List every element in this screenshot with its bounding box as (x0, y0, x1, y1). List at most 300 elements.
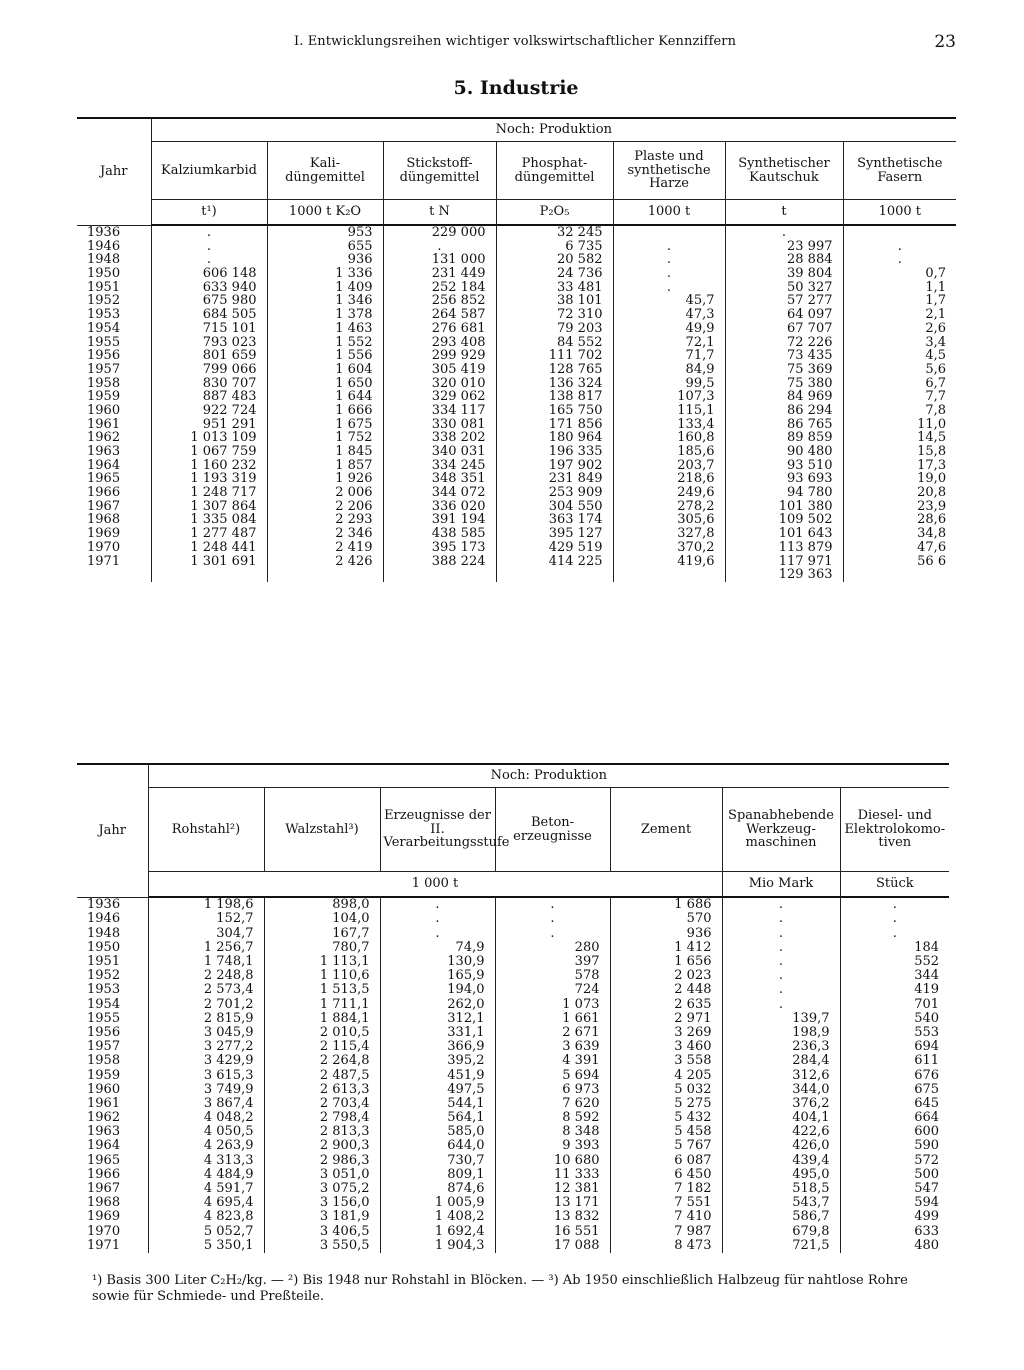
value-cell: . (725, 225, 843, 240)
year-cell: 1946 (87, 238, 121, 254)
industry-table-2 (77, 763, 949, 1253)
value-cell (496, 568, 613, 582)
value-cell: 8 473 (610, 1239, 722, 1253)
value-cell: 1 113,1 (264, 955, 380, 969)
value-cell: 93 693 (725, 472, 843, 486)
value-cell: 793 023 (151, 336, 267, 350)
value-cell: 395,2 (380, 1054, 495, 1068)
table-row (77, 322, 956, 336)
value-cell: 305 419 (383, 363, 496, 377)
value-cell: 830 707 (151, 377, 267, 391)
value-cell: 1 301 691 (151, 555, 267, 569)
value-cell: . (840, 926, 949, 940)
table-row (77, 1068, 949, 1082)
unit-header: t¹) (151, 200, 267, 226)
value-cell: 590 (840, 1139, 949, 1153)
table-row (77, 267, 956, 281)
table-row (77, 459, 956, 473)
value-cell: 330 081 (383, 418, 496, 432)
value-cell: 111 702 (496, 349, 613, 363)
table-row (77, 513, 956, 527)
value-cell: 7 620 (495, 1097, 610, 1111)
year-cell: 1956 (87, 348, 121, 364)
group-header: Noch: Produktion (151, 118, 956, 142)
value-cell: 72 310 (496, 308, 613, 322)
value-cell: 203,7 (613, 459, 725, 473)
year-cell: 1958 (87, 375, 121, 391)
value-cell: 67 707 (725, 322, 843, 336)
value-cell (151, 568, 267, 582)
value-cell: 344 (840, 969, 949, 983)
value-cell: 7,8 (843, 404, 956, 418)
value-cell: 23,9 (843, 500, 956, 514)
table-row (77, 225, 956, 240)
value-cell: 2 701,2 (148, 997, 264, 1011)
unit-mio-mark: Mio Mark (722, 872, 840, 898)
value-cell: 1 110,6 (264, 969, 380, 983)
value-cell: 278,2 (613, 500, 725, 514)
table-row (77, 1196, 949, 1210)
value-cell: 2 264,8 (264, 1054, 380, 1068)
value-cell: 11 333 (495, 1168, 610, 1182)
value-cell: 340 031 (383, 445, 496, 459)
value-cell: 218,6 (613, 472, 725, 486)
value-cell: 2 426 (267, 555, 383, 569)
value-cell: 724 (495, 983, 610, 997)
value-cell: 1 857 (267, 459, 383, 473)
value-cell: 2 023 (610, 969, 722, 983)
table-row (77, 1012, 949, 1026)
value-cell: 15,8 (843, 445, 956, 459)
value-cell: 1,1 (843, 281, 956, 295)
table-row (77, 431, 956, 445)
footnotes (92, 1273, 952, 1306)
value-cell: 14,5 (843, 431, 956, 445)
value-cell: 633 940 (151, 281, 267, 295)
value-cell: 0,7 (843, 267, 956, 281)
value-cell: 2 813,3 (264, 1125, 380, 1139)
value-cell: 7,7 (843, 390, 956, 404)
value-cell: 497,5 (380, 1082, 495, 1096)
value-cell: 11,0 (843, 418, 956, 432)
value-cell: 3 406,5 (264, 1224, 380, 1238)
value-cell: 72 226 (725, 336, 843, 350)
value-cell: 5 275 (610, 1097, 722, 1111)
value-cell: 3 181,9 (264, 1210, 380, 1224)
table-row (77, 240, 956, 254)
value-cell: . (151, 225, 267, 240)
value-cell: 10 680 (495, 1153, 610, 1167)
year-cell: 1956 (87, 1024, 121, 1040)
value-cell: 2 248,8 (148, 969, 264, 983)
value-cell: 1 644 (267, 390, 383, 404)
value-cell: 57 277 (725, 294, 843, 308)
column-header: Walzstahl³) (264, 788, 380, 872)
value-cell: 94 780 (725, 486, 843, 500)
value-cell: 552 (840, 955, 949, 969)
value-cell: 93 510 (725, 459, 843, 473)
value-cell: 676 (840, 1068, 949, 1082)
value-cell (383, 568, 496, 582)
value-cell: 8 592 (495, 1111, 610, 1125)
value-cell: 543,7 (722, 1196, 840, 1210)
year-cell: 1971 (87, 553, 121, 569)
value-cell: . (722, 997, 840, 1011)
value-cell: 1 193 319 (151, 472, 267, 486)
value-cell: 874,6 (380, 1182, 495, 1196)
value-cell: 72,1 (613, 336, 725, 350)
table-row (77, 969, 949, 983)
value-cell: 366,9 (380, 1040, 495, 1054)
value-cell: 438 585 (383, 527, 496, 541)
table-row (77, 472, 956, 486)
value-cell: 1 884,1 (264, 1012, 380, 1026)
value-cell: 5 052,7 (148, 1224, 264, 1238)
footnote-line-2: sowie für Schmiede- und Preßteile. (92, 1289, 325, 1305)
value-cell: 12 381 (495, 1182, 610, 1196)
page-number: 23 (934, 32, 956, 52)
value-cell: 39 804 (725, 267, 843, 281)
table-row (77, 294, 956, 308)
value-cell: 1 661 (495, 1012, 610, 1026)
value-cell: 101 380 (725, 500, 843, 514)
value-cell: 197 902 (496, 459, 613, 473)
value-cell: 33 481 (496, 281, 613, 295)
year-cell: 1968 (87, 512, 121, 528)
value-cell: 2 798,4 (264, 1111, 380, 1125)
value-cell: 75 369 (725, 363, 843, 377)
value-cell: 391 194 (383, 513, 496, 527)
value-cell: . (613, 267, 725, 281)
value-cell: 1 748,1 (148, 955, 264, 969)
table-row (77, 1097, 949, 1111)
value-cell: 64 097 (725, 308, 843, 322)
year-cell: 1969 (87, 1209, 121, 1225)
value-cell: 50 327 (725, 281, 843, 295)
value-cell: 104,0 (264, 912, 380, 926)
value-cell: 79 203 (496, 322, 613, 336)
year-header: Jahr (77, 118, 151, 225)
value-cell: 936 (267, 253, 383, 267)
year-cell: 1965 (87, 1152, 121, 1168)
year-cell: 1964 (87, 1138, 121, 1154)
table-row (77, 955, 949, 969)
value-cell: 570 (610, 912, 722, 926)
value-cell: 1 346 (267, 294, 383, 308)
value-cell: 429 519 (496, 541, 613, 555)
value-cell: 7 410 (610, 1210, 722, 1224)
value-cell: 2 487,5 (264, 1068, 380, 1082)
year-cell: 1960 (87, 402, 121, 418)
year-cell: 1959 (87, 389, 121, 405)
value-cell: . (151, 253, 267, 267)
column-header: Rohstahl²) (148, 788, 264, 872)
value-cell: . (380, 897, 495, 912)
value-cell: . (380, 926, 495, 940)
value-cell: 1 408,2 (380, 1210, 495, 1224)
value-cell: 1 513,5 (264, 983, 380, 997)
value-cell: 1 073 (495, 997, 610, 1011)
running-head-title: I. Entwicklungsreihen wichtiger volkswirtschaftlicher Kennziffern (294, 34, 737, 49)
value-cell: 90 480 (725, 445, 843, 459)
value-cell: 47,6 (843, 541, 956, 555)
table-row (77, 390, 956, 404)
value-cell: 5 032 (610, 1082, 722, 1096)
value-cell: 4 263,9 (148, 1139, 264, 1153)
value-cell: 284,4 (722, 1054, 840, 1068)
value-cell: 73 435 (725, 349, 843, 363)
value-cell: 4 050,5 (148, 1125, 264, 1139)
value-cell: 344 072 (383, 486, 496, 500)
value-cell: 2,1 (843, 308, 956, 322)
value-cell: 5 694 (495, 1068, 610, 1082)
year-cell: 1957 (87, 361, 121, 377)
value-cell: 1 198,6 (148, 897, 264, 912)
value-cell (613, 568, 725, 582)
value-cell: 6 735 (496, 240, 613, 254)
value-cell: 553 (840, 1026, 949, 1040)
value-cell: 74,9 (380, 941, 495, 955)
value-cell: 2 613,3 (264, 1082, 380, 1096)
value-cell: 679,8 (722, 1224, 840, 1238)
value-cell: 3 550,5 (264, 1239, 380, 1253)
value-cell: 17,3 (843, 459, 956, 473)
value-cell: 117 971 (725, 555, 843, 569)
value-cell: 1 904,3 (380, 1239, 495, 1253)
value-cell: 86 294 (725, 404, 843, 418)
year-cell: 1971 (87, 1237, 121, 1253)
value-cell: 675 (840, 1082, 949, 1096)
value-cell: 1 248 441 (151, 541, 267, 555)
value-cell: 1,7 (843, 294, 956, 308)
year-cell: 1961 (87, 416, 121, 432)
value-cell: 4 695,4 (148, 1196, 264, 1210)
value-cell (843, 568, 956, 582)
value-cell: 2 006 (267, 486, 383, 500)
value-cell: 1 160 232 (151, 459, 267, 473)
year-cell: 1965 (87, 471, 121, 487)
column-header: Spanabhebende Werkzeug-maschinen (722, 788, 840, 872)
value-cell: 47,3 (613, 308, 725, 322)
value-cell: 4,5 (843, 349, 956, 363)
year-cell: 1953 (87, 307, 121, 323)
value-cell: 495,0 (722, 1168, 840, 1182)
value-cell: 480 (840, 1239, 949, 1253)
value-cell: 262,0 (380, 997, 495, 1011)
value-cell: 293 408 (383, 336, 496, 350)
year-cell: 1946 (87, 911, 121, 927)
value-cell: 422,6 (722, 1125, 840, 1139)
running-head (0, 30, 1024, 52)
value-cell: 45,7 (613, 294, 725, 308)
value-cell: 3 639 (495, 1040, 610, 1054)
value-cell: 1 556 (267, 349, 383, 363)
value-cell: . (613, 281, 725, 295)
year-cell: 1951 (87, 279, 121, 295)
value-cell: . (383, 240, 496, 254)
value-cell: . (722, 912, 840, 926)
table-row (77, 418, 956, 432)
table-row (77, 997, 949, 1011)
value-cell: 1 412 (610, 941, 722, 955)
value-cell: 4 048,2 (148, 1111, 264, 1125)
table-row (77, 281, 956, 295)
value-cell: . (840, 912, 949, 926)
value-cell: 8 348 (495, 1125, 610, 1139)
value-cell: 280 (495, 941, 610, 955)
value-cell: 276 681 (383, 322, 496, 336)
value-cell: 252 184 (383, 281, 496, 295)
table-row (77, 541, 956, 555)
footnote-line-1: ¹) Basis 300 Liter C₂H₂/kg. — ²) Bis 1948 nur Rohstahl in Blöcken. — ³) Ab 1950 einschließlich Halbzeug für nahtlose Rohre (92, 1273, 908, 1288)
value-cell: 167,7 (264, 926, 380, 940)
value-cell: 1 711,1 (264, 997, 380, 1011)
table-row (77, 1125, 949, 1139)
table-row (77, 1054, 949, 1068)
column-header: Diesel- und Elektrolokomo-tiven (840, 788, 949, 872)
unit-header: 1000 t K₂O (267, 200, 383, 226)
value-cell: 3 156,0 (264, 1196, 380, 1210)
year-cell: 1964 (87, 457, 121, 473)
value-cell: 6 450 (610, 1168, 722, 1182)
value-cell: 34,8 (843, 527, 956, 541)
value-cell: 388 224 (383, 555, 496, 569)
unit-header: t (725, 200, 843, 226)
value-cell: 305,6 (613, 513, 725, 527)
value-cell: 1 005,9 (380, 1196, 495, 1210)
value-cell: 426,0 (722, 1139, 840, 1153)
year-cell: 1962 (87, 430, 121, 446)
value-cell: 256 852 (383, 294, 496, 308)
value-cell: 2 900,3 (264, 1139, 380, 1153)
value-cell: 5 458 (610, 1125, 722, 1139)
value-cell: 6,7 (843, 377, 956, 391)
year-cell: 1967 (87, 1181, 121, 1197)
value-cell: 71,7 (613, 349, 725, 363)
value-cell: 1 752 (267, 431, 383, 445)
value-cell: 1 378 (267, 308, 383, 322)
value-cell: 320 010 (383, 377, 496, 391)
year-header: Jahr (77, 764, 148, 897)
value-cell: 264 587 (383, 308, 496, 322)
value-cell: 84 552 (496, 336, 613, 350)
value-cell: 3 460 (610, 1040, 722, 1054)
value-cell: 338 202 (383, 431, 496, 445)
value-cell: 23 997 (725, 240, 843, 254)
value-cell: 4 484,9 (148, 1168, 264, 1182)
column-header: Kali-düngemittel (267, 142, 383, 200)
value-cell: 799 066 (151, 363, 267, 377)
value-cell: . (722, 969, 840, 983)
value-cell: . (495, 897, 610, 912)
value-cell: 606 148 (151, 267, 267, 281)
value-cell: 439,4 (722, 1153, 840, 1167)
unit-thousand-tons: 1 000 t (148, 872, 722, 898)
value-cell: 2,6 (843, 322, 956, 336)
value-cell: 3 045,9 (148, 1026, 264, 1040)
table-row (77, 912, 949, 926)
value-cell: 1 650 (267, 377, 383, 391)
year-cell: 1954 (87, 320, 121, 336)
value-cell: 953 (267, 225, 383, 240)
value-cell: 2 206 (267, 500, 383, 514)
value-cell: 128 765 (496, 363, 613, 377)
value-cell: 185,6 (613, 445, 725, 459)
table-row (77, 253, 956, 267)
value-cell: 801 659 (151, 349, 267, 363)
unit-stueck: Stück (840, 872, 949, 898)
year-cell: 1970 (87, 539, 121, 555)
unit-header: 1000 t (613, 200, 725, 226)
value-cell: 4 823,8 (148, 1210, 264, 1224)
value-cell: 229 000 (383, 225, 496, 240)
value-cell: 165 750 (496, 404, 613, 418)
column-header: Zement (610, 788, 722, 872)
value-cell: 56 6 (843, 555, 956, 569)
table-row (77, 1139, 949, 1153)
value-cell: 572 (840, 1153, 949, 1167)
value-cell: 89 859 (725, 431, 843, 445)
table-row (77, 983, 949, 997)
value-cell: 419,6 (613, 555, 725, 569)
value-cell: 397 (495, 955, 610, 969)
table-row (77, 363, 956, 377)
year-cell: 1952 (87, 293, 121, 309)
value-cell: 780,7 (264, 941, 380, 955)
value-cell: 312,1 (380, 1012, 495, 1026)
value-cell: 1 656 (610, 955, 722, 969)
value-cell: 327,8 (613, 527, 725, 541)
value-cell: 951 291 (151, 418, 267, 432)
year-cell: 1936 (87, 897, 121, 913)
value-cell: 451,9 (380, 1068, 495, 1082)
table-row (77, 486, 956, 500)
value-cell: . (495, 926, 610, 940)
value-cell: 414 225 (496, 555, 613, 569)
value-cell: 655 (267, 240, 383, 254)
value-cell: 334 117 (383, 404, 496, 418)
value-cell: 331,1 (380, 1026, 495, 1040)
value-cell: . (722, 941, 840, 955)
year-cell: 1969 (87, 526, 121, 542)
value-cell: 7 987 (610, 1224, 722, 1238)
value-cell: 32 245 (496, 225, 613, 240)
value-cell: 585,0 (380, 1125, 495, 1139)
value-cell: 1 926 (267, 472, 383, 486)
value-cell: 152,7 (148, 912, 264, 926)
value-cell: 1 277 487 (151, 527, 267, 541)
column-header: Synthetische Fasern (843, 142, 956, 200)
value-cell: 299 929 (383, 349, 496, 363)
year-cell: 1968 (87, 1195, 121, 1211)
value-cell: 101 643 (725, 527, 843, 541)
year-cell: 1950 (87, 939, 121, 955)
value-cell: 20,8 (843, 486, 956, 500)
value-cell: 329 062 (383, 390, 496, 404)
industry-table-1 (77, 117, 956, 582)
value-cell: 249,6 (613, 486, 725, 500)
value-cell: . (722, 983, 840, 997)
value-cell: 370,2 (613, 541, 725, 555)
value-cell: 1 409 (267, 281, 383, 295)
table-row (77, 568, 956, 582)
value-cell: 84,9 (613, 363, 725, 377)
value-cell: 131 000 (383, 253, 496, 267)
year-cell: 1962 (87, 1110, 121, 1126)
value-cell: 4 313,3 (148, 1153, 264, 1167)
value-cell: 1 666 (267, 404, 383, 418)
value-cell: 171 856 (496, 418, 613, 432)
